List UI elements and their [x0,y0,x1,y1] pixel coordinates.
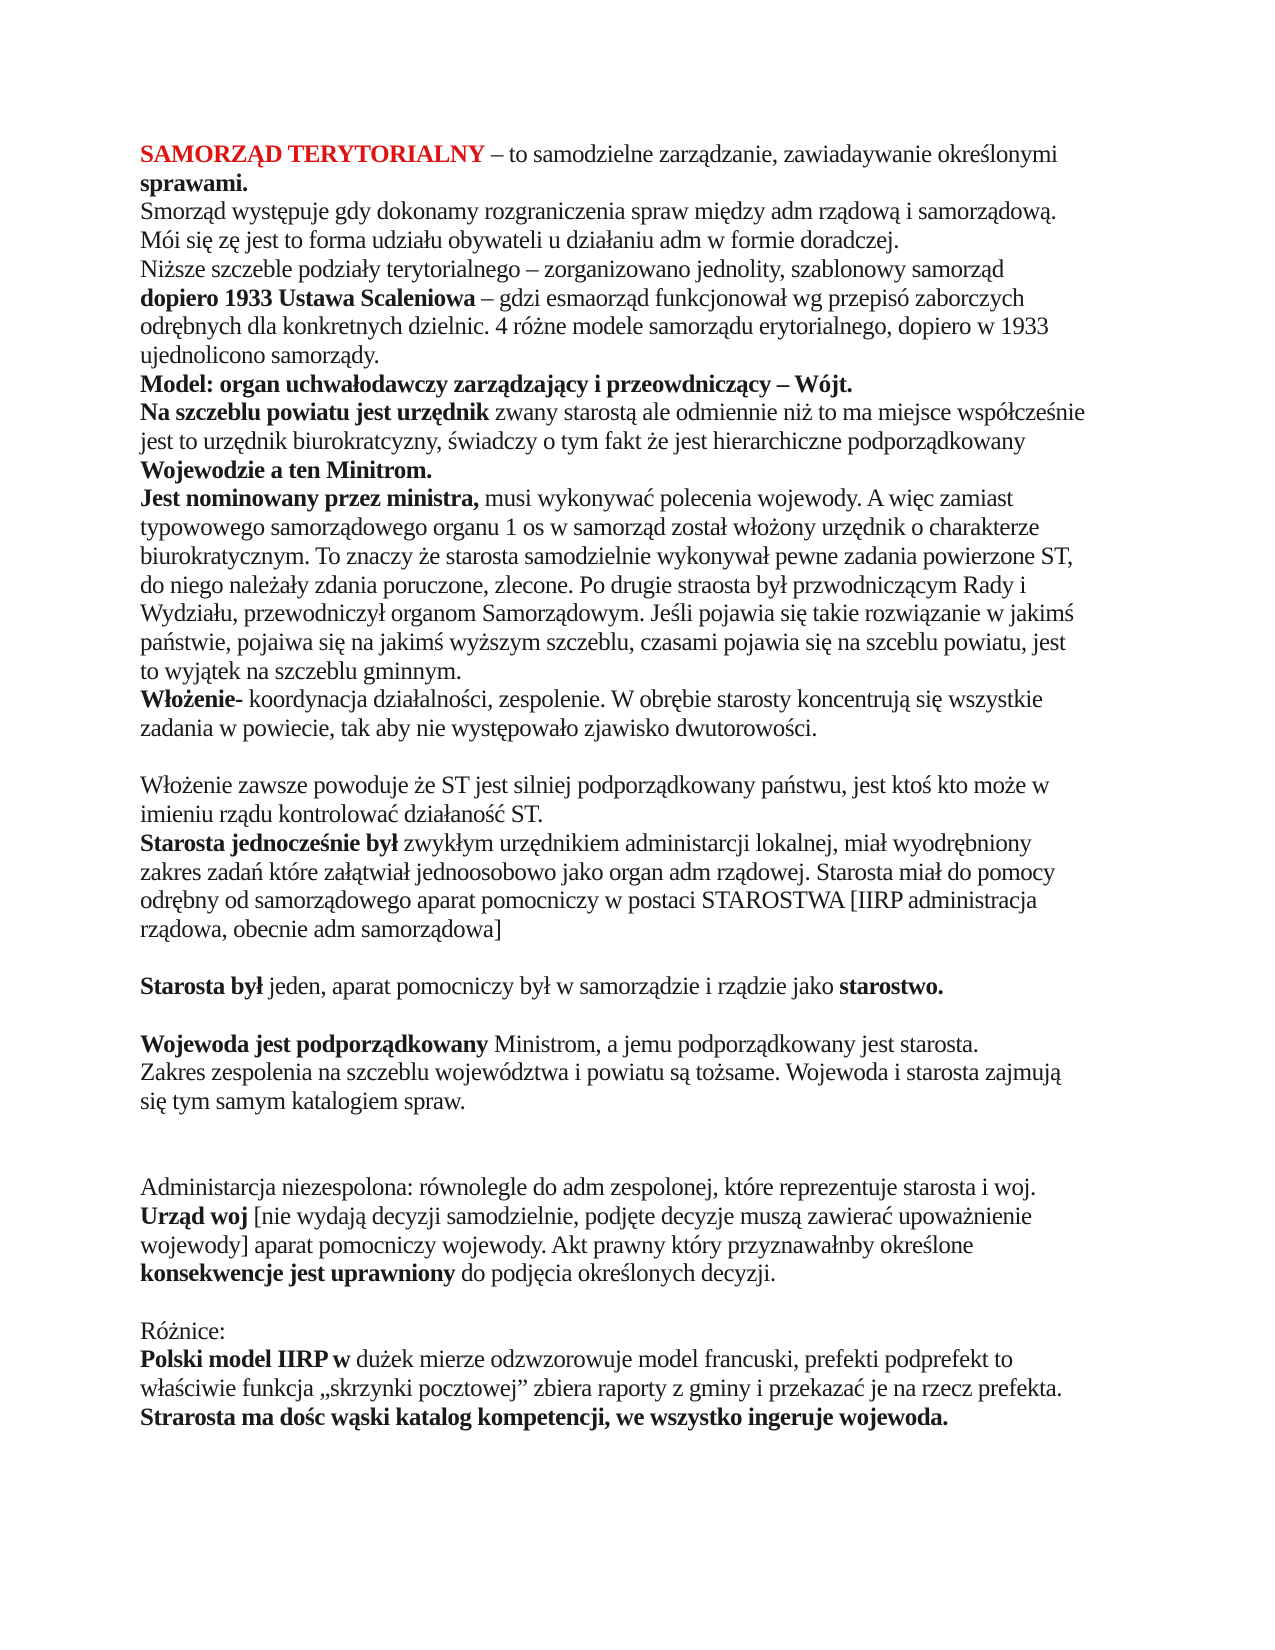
text-line [140,715,1160,744]
text-segment: zadania w powiecie, tak aby nie występowało zjawisko dwutorowości. [140,715,818,743]
text-segment: Włożenie- [140,686,243,714]
text-segment: [nie wydają decyzji samodzielnie, podjęte decyzje muszą zawierać upoważnienie [247,1202,1032,1230]
text-line [140,801,1160,830]
text-line [140,629,1160,658]
text-line [140,342,1160,371]
text-line [140,1031,1160,1060]
text-line [140,887,1160,916]
text-segment: odrębnych dla konkretnych dzielnic. 4 różne modele samorządu erytorialnego, dopiero w 1933 [140,313,1049,341]
text-segment: ujednolicono samorządy. [140,341,380,369]
text-segment: dopiero 1933 Ustawa Scaleniowa [140,284,476,312]
text-segment: – to samodzielne zarządzanie, zawiadaywanie określonymi [485,141,1058,168]
text-line [140,514,1160,543]
text-segment: Smorząd występuje gdy dokonamy rozgraniczenia spraw między adm rządową i samorządową. [140,198,1057,226]
text-segment: Wojewodzie a ten Minitrom. [140,456,432,484]
text-line [140,1174,1160,1203]
text-segment: konsekwencje jest uprawniony [140,1260,456,1288]
text-line [140,600,1160,629]
text-segment: odrębny od samorządowego aparat pomocniczy w postaci STAROSTWA [IIRP administracja [140,887,1037,915]
text-line [140,543,1160,572]
text-segment: zakres zadań które załątwiał jednoosobowo jako organ adm rządowej. Starosta miał do pomocy [140,858,1055,886]
text-line [140,371,1160,400]
text-segment: Administarcja niezespolona: równolegle do adm zespolonej, które reprezentuje starosta i woj. [140,1174,1036,1202]
text-segment: dużek mierze odzwzorowuje model francuski, prefekti podprefekt to [350,1346,1013,1374]
text-segment: do podjęcia określonych decyzji. [455,1260,776,1288]
text-segment: Na szczeblu powiatu jest urzędnik [140,399,490,427]
text-segment: wojewody] aparat pomocniczy wojewody. Akt prawny który przyznawałnby określone [140,1231,974,1259]
text-line [140,658,1160,687]
text-segment: Różnice: [140,1317,226,1345]
text-line [140,198,1160,227]
text-line [140,485,1160,514]
text-line [140,227,1160,256]
text-segment: Strarosta ma dośc wąski katalog kompetencji, we wszystko ingeruje wojewoda. [140,1403,949,1431]
text-line [140,1318,1160,1347]
text-segment: Ministrom, a jemu podporządkowany jest starosta. [488,1030,979,1058]
text-segment: starostwo. [839,973,944,1001]
text-line [140,916,1160,945]
text-line [140,830,1160,859]
text-segment: Urząd woj [140,1202,248,1230]
text-line [140,1375,1160,1404]
text-line [140,457,1160,486]
text-segment: Jest nominowany przez ministra, [140,485,479,513]
text-line [140,170,1160,199]
text-segment: typowowego samorządowego organu 1 os w samorząd został włożony urzędnik o charakterze [140,514,1040,542]
text-line [140,572,1160,601]
text-line [140,141,1160,170]
text-segment: rządowa, obecnie adm samorządowa] [140,915,502,943]
text-segment: do niego należały zdania poruczone, zlecone. Po drugie straosta był przwodniczącym Rady i [140,571,1027,599]
text-segment: Starosta jednocześnie był [140,829,398,857]
text-line [140,1232,1160,1261]
text-segment: biurokratycznym. To znaczy że starosta samodzielnie wykonywał pewne zadania powierzone ST, [140,542,1073,570]
text-segment: właściwie funkcja „skrzynki pocztowej” zbiera raporty z gminy i przekazać je na rzecz prefekta. [140,1375,1063,1403]
text-segment: koordynacja działalności, zespolenie. W obrębie starosty koncentrują się wszystkie [242,686,1043,714]
text-line [140,285,1160,314]
text-segment: – gdzi esmaorząd funkcjonował wg przepisó zaborczych [475,284,1025,312]
text-segment: się tym samym katalogiem spraw. [140,1088,466,1116]
text-line [140,772,1160,801]
text-segment: jest to urzędnik biurokratcyzny, świadczy o tym fakt że jest hierarchiczne podporządkowany [140,428,1026,456]
text-line [140,1203,1160,1232]
text-segment: Mói się zę jest to forma udziału obywateli u działaniu adm w formie doradczej. [140,227,900,255]
text-segment: jeden, aparat pomocniczy był w samorządzie i rządzie jako [262,973,840,1001]
text-line [140,859,1160,888]
text-segment: Niższe szczeble podziały terytorialnego – zorganizowano jednolity, szablonowy samorząd [140,255,1004,283]
text-segment: musi wykonywać polecenia wojewody. A więc zamiast [478,485,1013,513]
text-segment: to wyjątek na szczeblu gminnym. [140,657,462,685]
text-line [140,1088,1160,1117]
text-segment: imieniu rządu kontrolować działaność ST. [140,801,543,829]
text-segment: sprawami. [140,169,248,197]
text-line [140,399,1160,428]
text-line [140,1059,1160,1088]
text-segment: Wojewoda jest podporządkowany [140,1030,489,1058]
text-line [140,428,1160,457]
text-line [140,256,1160,285]
text-segment: Model: organ uchwałodawczy zarządzający i przeowdniczący – Wójt. [140,370,853,398]
text-line [140,686,1160,715]
text-segment: Wydziału, przewodniczył organom Samorządowym. Jeśli pojawia się takie rozwiązanie w jakimś [140,600,1074,628]
text-segment: Włożenie zawsze powoduje że ST jest silniej podporządkowany państwu, jest ktoś kto może w [140,772,1050,800]
text-segment: państwie, pojaiwa się na jakimś wyższym szczeblu, czasami pojawia się na szceblu powiatu, jest [140,628,1066,656]
text-line [140,973,1160,1002]
document-text [140,141,1160,1433]
document-heading: SAMORZĄD TERYTORIALNY [140,141,486,168]
text-segment: Starosta był [140,973,263,1001]
text-line [140,1346,1160,1375]
text-line [140,1260,1160,1289]
text-segment: Polski model IIRP w [140,1346,351,1374]
text-line [140,313,1160,342]
text-segment: zwykłym urzędnikiem administarcji lokalnej, miał wyodrębniony [397,829,1032,857]
text-segment: zwany starostą ale odmiennie niż to ma miejsce współcześnie [489,399,1085,427]
text-segment: Zakres zespolenia na szczeblu województwa i powiatu są tożsame. Wojewoda i starosta zajmują [140,1059,1061,1087]
text-line [140,1404,1160,1433]
